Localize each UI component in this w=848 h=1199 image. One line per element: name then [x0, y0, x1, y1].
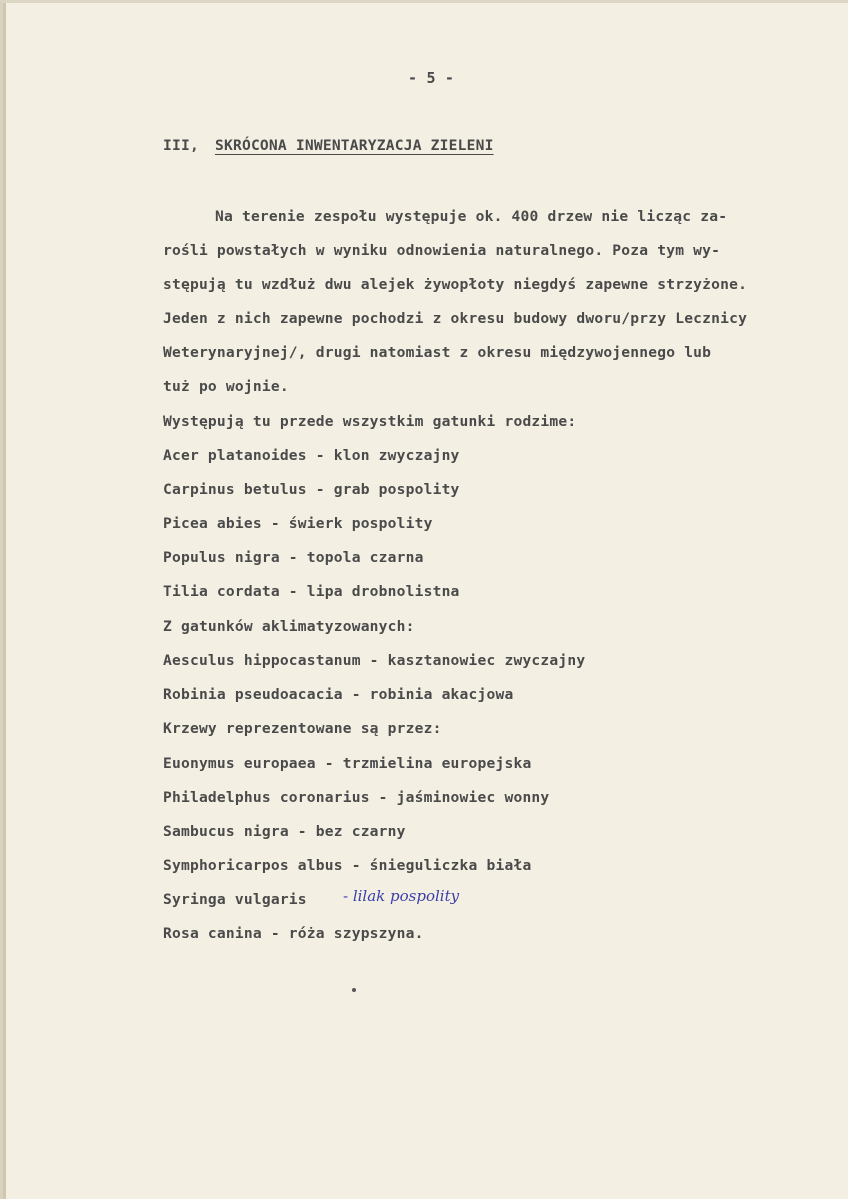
species-item: Carpinus betulus - grab pospolity [163, 481, 460, 498]
paragraph-line: Weterynaryjnej/, drugi natomiast z okresu międzywojennego lub [163, 344, 712, 361]
section-number: III, [163, 137, 199, 154]
paragraph-line: tuż po wojnie. [163, 378, 289, 395]
species-item: Populus nigra - topola czarna [163, 549, 424, 566]
acclimatized-species-intro: Z gatunków aklimatyzowanych: [163, 618, 415, 635]
section-title: SKRÓCONA INWENTARYZACJA ZIELENI [215, 137, 494, 154]
native-species-intro: Występują tu przede wszystkim gatunki rodzime: [163, 413, 577, 430]
species-item: Acer platanoides - klon zwyczajny [163, 447, 460, 464]
shrub-item: Syringa vulgaris [163, 891, 307, 908]
shrubs-intro: Krzewy reprezentowane są przez: [163, 720, 442, 737]
paragraph-line: stępują tu wzdłuż dwu alejek żywopłoty niegdyś zapewne strzyżone. [163, 276, 748, 293]
paragraph-line: rośli powstałych w wyniku odnowienia naturalnego. Poza tym wy- [163, 242, 721, 259]
species-item: Tilia cordata - lipa drobnolistna [163, 583, 460, 600]
shrub-item: Symphoricarpos albus - śnieguliczka biała [163, 857, 532, 874]
shrub-item: Euonymus europaea - trzmielina europejska [163, 755, 532, 772]
species-item: Aesculus hippocastanum - kasztanowiec zwyczajny [163, 652, 586, 669]
shrub-item: Sambucus nigra - bez czarny [163, 823, 406, 840]
ink-dot [352, 988, 356, 992]
handwritten-annotation: - lilak pospolity [343, 887, 460, 905]
species-item: Robinia pseudoacacia - robinia akacjowa [163, 686, 514, 703]
paragraph-line: Jeden z nich zapewne pochodzi z okresu budowy dworu/przy Lecznicy [163, 310, 748, 327]
page-number: - 5 - [408, 69, 455, 87]
species-item: Picea abies - świerk pospolity [163, 515, 433, 532]
page-edge-shadow [3, 3, 6, 1199]
shrub-item: Philadelphus coronarius - jaśminowiec wonny [163, 789, 550, 806]
paragraph-line: Na terenie zespołu występuje ok. 400 drzew nie licząc za- [215, 208, 728, 225]
shrub-item: Rosa canina - róża szypszyna. [163, 925, 424, 942]
